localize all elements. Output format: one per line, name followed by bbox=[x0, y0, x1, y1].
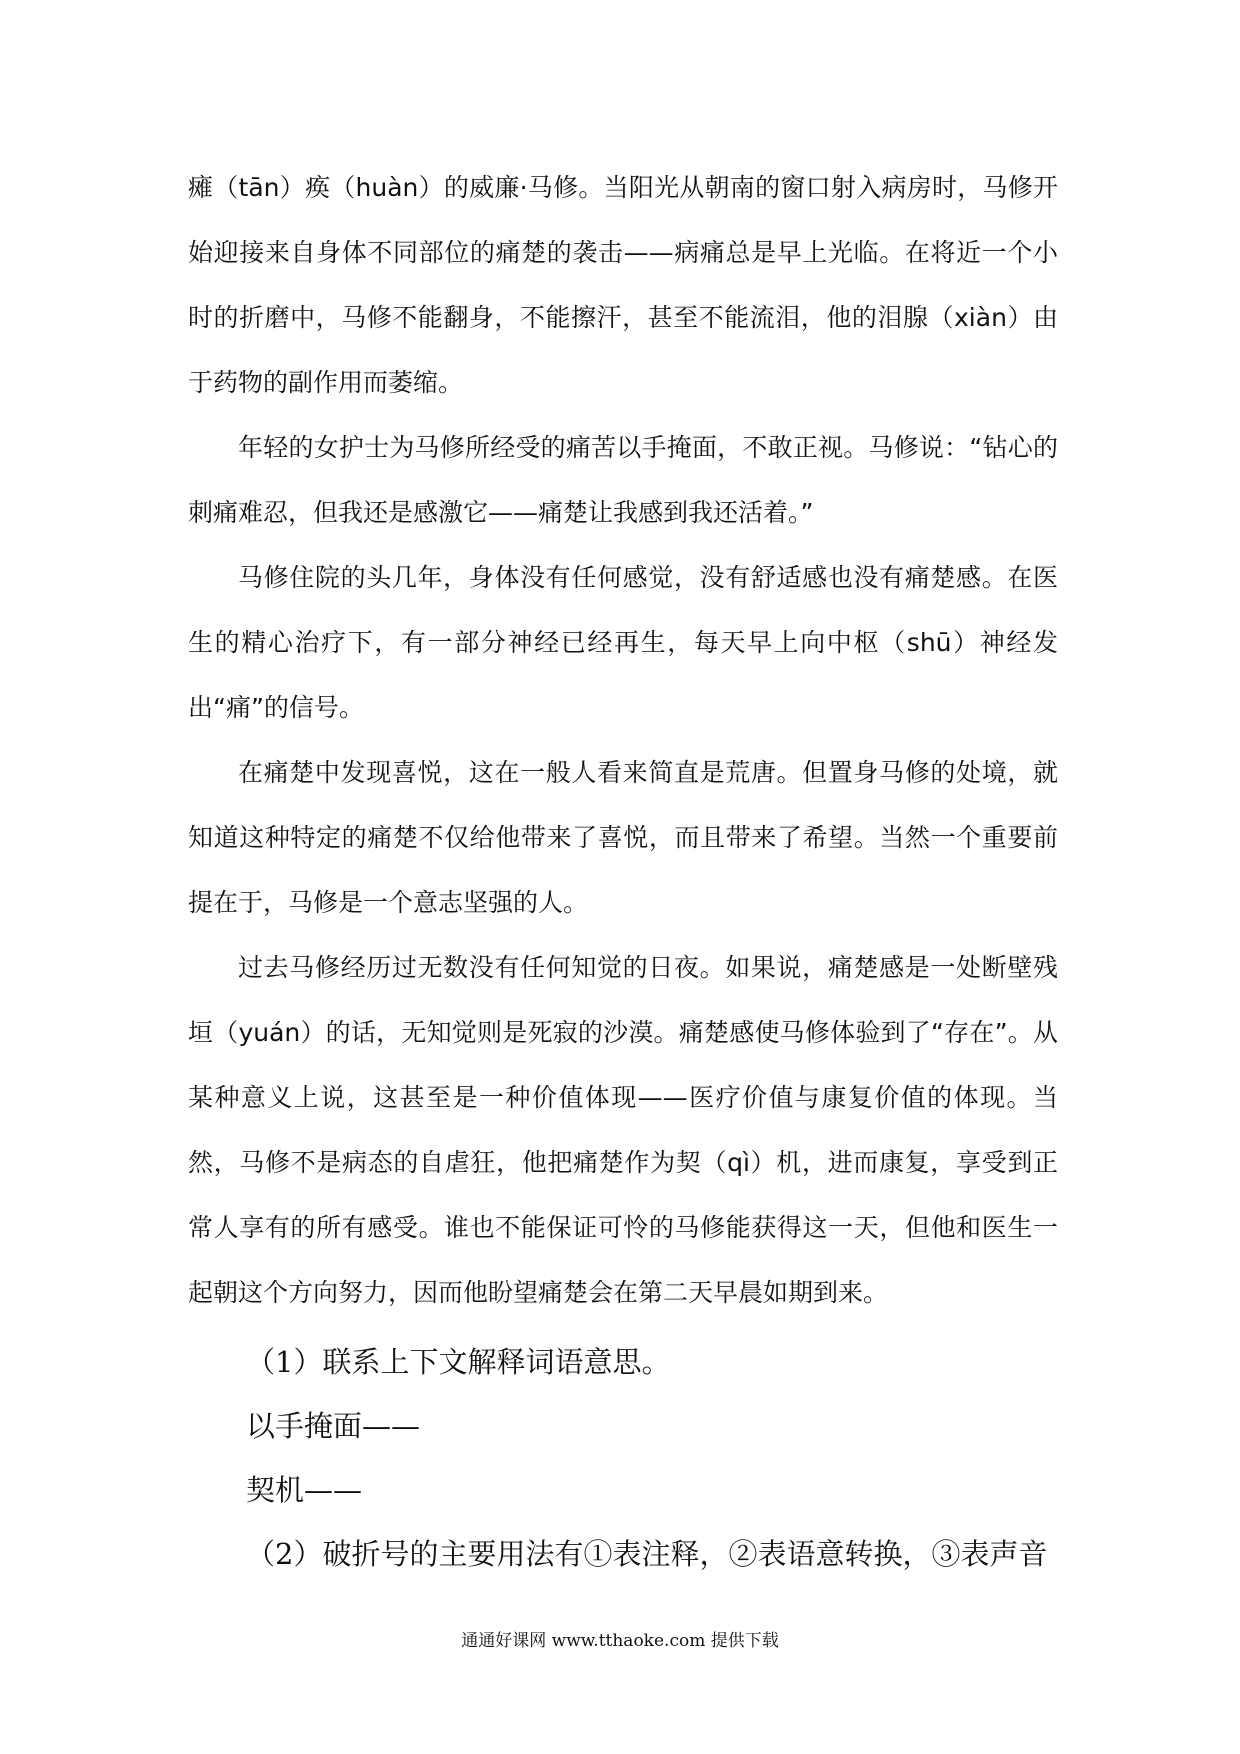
page-footer: 通通好课网 www.tthaoke.com 提供下载 bbox=[461, 1631, 779, 1651]
question-1-item-b: 契机—— bbox=[246, 1473, 363, 1507]
article-text bbox=[188, 155, 1058, 1325]
question-section bbox=[188, 1330, 1058, 1586]
question-1-item-a: 以手掩面—— bbox=[246, 1409, 421, 1443]
question-2: （2）破折号的主要用法有①表注释，②表语意转换，③表声音 bbox=[246, 1537, 1048, 1571]
question-1: （1）联系上下文解释词语意思。 bbox=[246, 1345, 671, 1379]
paragraph-5: 过去马修经历过无数没有任何知觉的日夜。如果说，痛楚感是一处断壁残垣（yuán）的话，无知觉则是死寂的沙漠。痛楚感使马修体验到了“存在”。从某种意义上说，这甚至是一种价值体现——医疗价值与康复价值的体现。当然，马修不是病态的自虐狂，他把痛楚作为契（qì）机，进而康复，享受到正常人享有的所有感受。谁也不能保证可怜的马修能获得这一天，但他和医生一起朝这个方向努力，因而他盼望痛楚会在第二天早晨如期到来。 bbox=[188, 953, 1058, 1307]
paragraph-1: 瘫（tān）痪（huàn）的威廉·马修。当阳光从朝南的窗口射入病房时，马修开始迎接来自身体不同部位的痛楚的袭击——病痛总是早上光临。在将近一个小时的折磨中，马修不能翻身，不能擦汗，甚至不能流泪，他的泪腺（xiàn）由于药物的副作用而萎缩。 bbox=[188, 173, 1058, 397]
paragraph-3: 马修住院的头几年，身体没有任何感觉，没有舒适感也没有痛楚感。在医生的精心治疗下，有一部分神经已经再生，每天早上向中枢（shū）神经发出“痛”的信号。 bbox=[188, 563, 1058, 722]
paragraph-4: 在痛楚中发现喜悦，这在一般人看来简直是荒唐。但置身马修的处境，就知道这种特定的痛楚不仅给他带来了喜悦，而且带来了希望。当然一个重要前提在于，马修是一个意志坚强的人。 bbox=[188, 758, 1058, 917]
paragraph-2: 年轻的女护士为马修所经受的痛苦以手掩面，不敢正视。马修说：“钻心的刺痛难忍，但我还是感激它——痛楚让我感到我还活着。” bbox=[188, 433, 1058, 527]
